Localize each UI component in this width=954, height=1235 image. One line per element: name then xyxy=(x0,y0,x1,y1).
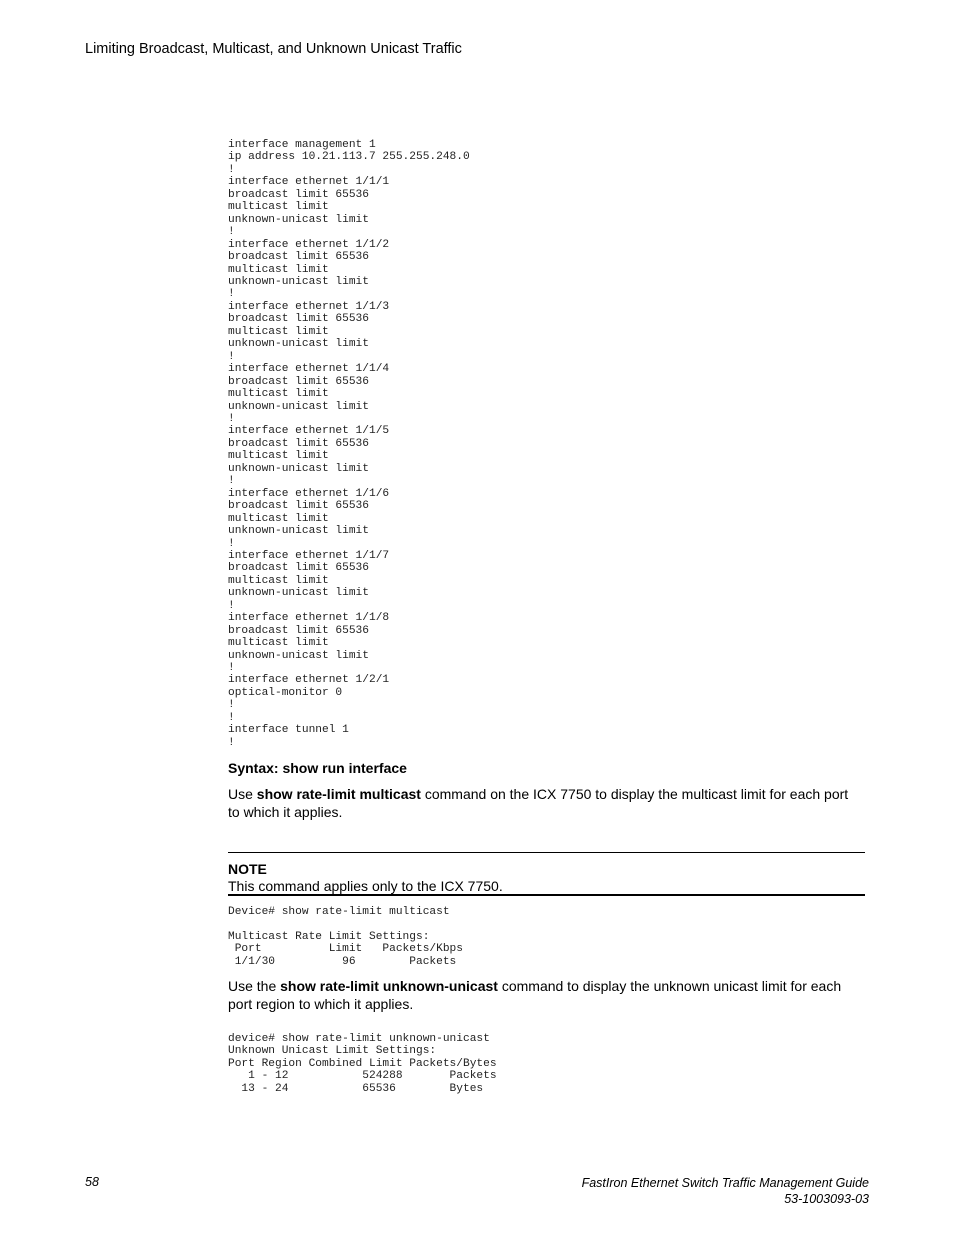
command-name: show rate-limit multicast xyxy=(256,786,421,802)
syntax-line: Syntax: show run interface xyxy=(228,760,407,776)
note-box xyxy=(228,852,865,896)
config-code-block: interface management 1 ip address 10.21.113.7 255.255.248.0 ! interface ethernet 1/1/1 broadcast limit 65536 multicast limit unknown-unicast limit ! interface ethernet 1/1/2 broadcast limit 65536 multicast limit unknown-unicast limit ! interface ethernet 1/1/3 broadcast limit 65536 multicast limit unknown-unicast limit ! interface ethernet 1/1/4 broadcast limit 65536 multicast limit unknown-unicast limit ! interface ethernet 1/1/5 broadcast limit 65536 multicast limit unknown-unicast limit ! interface ethernet 1/1/6 broadcast limit 65536 multicast limit unknown-unicast limit ! interface ethernet 1/1/7 broadcast limit 65536 multicast limit unknown-unicast limit ! interface ethernet 1/1/8 broadcast limit 65536 multicast limit unknown-unicast limit ! interface ethernet 1/2/1 optical-monitor 0 ! ! interface tunnel 1 ! xyxy=(228,139,470,749)
footer-doc-info xyxy=(582,1175,869,1207)
multicast-code-block: Device# show rate-limit multicast Multicast Rate Limit Settings: Port Limit Packets/Kbps 1/1/30 96 Packets xyxy=(228,906,463,968)
unicast-paragraph xyxy=(228,978,858,1013)
unicast-code-block: device# show rate-limit unknown-unicast Unknown Unicast Limit Settings: Port Region Combined Limit Packets/Bytes 1 - 12 524288 Packets 13 - 24 65536 Bytes xyxy=(228,1033,497,1095)
note-title: NOTE xyxy=(228,861,267,877)
note-text: This command applies only to the ICX 7750. xyxy=(228,878,503,894)
para-text-after: command to display the unknown unicast limit for each port region to which it applies. xyxy=(228,978,842,1012)
para-text-before: Use xyxy=(228,786,257,802)
para-text-before: Use the xyxy=(228,978,281,994)
para-text-after: command on the ICX 7750 to display the multicast limit for each port to which it applies. xyxy=(228,786,849,820)
doc-number: 53-1003093-03 xyxy=(784,1192,869,1206)
guide-title: FastIron Ethernet Switch Traffic Management Guide xyxy=(581,1176,869,1190)
command-name: show rate-limit unknown-unicast xyxy=(280,978,498,994)
running-header: Limiting Broadcast, Multicast, and Unknown Unicast Traffic xyxy=(85,41,462,57)
multicast-paragraph xyxy=(228,786,858,821)
page-number: 58 xyxy=(85,1175,99,1189)
